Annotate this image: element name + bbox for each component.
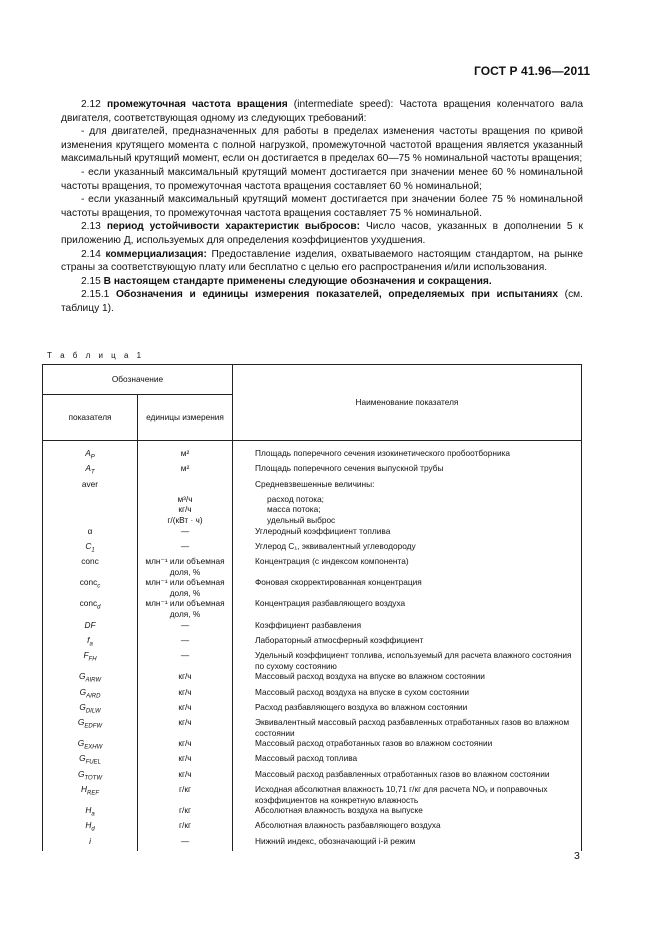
description-cell: Углеродный коэффициент топлива bbox=[233, 526, 582, 541]
symbol-cell: $F_{FH}$ bbox=[43, 650, 138, 671]
unit-cell: г/кг bbox=[138, 784, 233, 805]
table-row bbox=[43, 479, 582, 494]
description-cell: Массовый расход разбавленных отработанных газов во влажном состоянии bbox=[233, 769, 582, 784]
unit-cell: кг/ч bbox=[138, 738, 233, 753]
symbol-cell: $f_a$ bbox=[43, 635, 138, 650]
table-row bbox=[43, 620, 582, 635]
unit-cell: — bbox=[138, 620, 233, 635]
term: коммерциализация: bbox=[105, 248, 207, 260]
table-row bbox=[43, 717, 582, 738]
table-row bbox=[43, 784, 582, 805]
description-cell: Фоновая скорректированная концентрация bbox=[233, 577, 582, 598]
unit-cell: — bbox=[138, 541, 233, 556]
description-cell: Площадь поперечного сечения выпускной трубы bbox=[233, 463, 582, 478]
unit-cell: кг/ч bbox=[138, 504, 233, 515]
table-row bbox=[43, 805, 582, 820]
table-row bbox=[43, 556, 582, 577]
term: В настоящем стандарте применены следующие обозначения и сокращения. bbox=[103, 275, 492, 287]
description-cell: Лабораторный атмосферный коэффициент bbox=[233, 635, 582, 650]
bullet-2: - если указанный максимальный крутящий момент достигается при значении менее 60 % номинальной частоты вращения, то промежуточная частота вращения составляет 60 % номинальной; bbox=[61, 166, 583, 192]
symbol-cell: conc$_d$ bbox=[43, 598, 138, 619]
table-row bbox=[43, 738, 582, 753]
table-row bbox=[43, 635, 582, 650]
symbol-cell: aver bbox=[43, 479, 138, 494]
unit-cell: м³/ч bbox=[138, 494, 233, 505]
unit-cell: г/(кВт · ч) bbox=[138, 515, 233, 526]
description-cell: Массовый расход воздуха на впуске в сухом состоянии bbox=[233, 687, 582, 702]
symbol-cell: conc$_c$ bbox=[43, 577, 138, 598]
symbol-cell: $H_{REF}$ bbox=[43, 784, 138, 805]
description-cell: Средневзвешенные величины: bbox=[233, 479, 582, 494]
symbol-cell: $G_{EXHW}$ bbox=[43, 738, 138, 753]
unit-cell: млн⁻¹ или объемная доля, % bbox=[138, 577, 233, 598]
unit-cell bbox=[138, 479, 233, 494]
term: период устойчивости характеристик выбросов: bbox=[106, 221, 360, 233]
table-row bbox=[43, 463, 582, 478]
unit-cell: кг/ч bbox=[138, 687, 233, 702]
term: промежуточная частота вращения bbox=[106, 99, 288, 110]
unit-cell: кг/ч bbox=[138, 769, 233, 784]
paragraph-2-15-1: 2.15.1 Обозначения и единицы измерения показателей, определяемых при испытаниях (см. таблицу 1). bbox=[61, 289, 583, 314]
description-cell: Эквивалентный массовый расход разбавленных отработанных газов во влажном состоянии bbox=[233, 717, 582, 738]
unit-cell: — bbox=[138, 650, 233, 671]
symbol-cell: i bbox=[43, 836, 138, 851]
paragraph-2-12: 2.12 промежуточная частота вращения (intermediate speed): Частота вращения коленчатого вала двигателя, соответствующая одному из следующих требований: bbox=[61, 99, 583, 124]
header-units: единицы измерения bbox=[138, 395, 233, 441]
description-cell: Исходная абсолютная влажность 10,71 г/кг для расчета NOₓ и поправочных коэффициентов на конкретную влажность bbox=[233, 784, 582, 805]
table-caption: Т а б л и ц а 1 bbox=[47, 351, 145, 360]
unit-cell: м² bbox=[138, 441, 233, 464]
description-cell: Углерод C₁, эквивалентный углеводороду bbox=[233, 541, 582, 556]
table-row bbox=[43, 650, 582, 671]
unit-cell: млн⁻¹ или объемная доля, % bbox=[138, 556, 233, 577]
paragraph-2-13: 2.13 период устойчивости характеристик выбросов: Число часов, указанных в дополнении 5 к приложению Д, используемых для определения коэффициентов ухудшения. bbox=[61, 221, 583, 246]
description-cell: Площадь поперечного сечения изокинетического пробоотборника bbox=[233, 441, 582, 464]
description-cell: масса потока; bbox=[233, 504, 582, 515]
description-cell: Нижний индекс, обозначающий i-й режим bbox=[233, 836, 582, 851]
unit-cell: г/кг bbox=[138, 805, 233, 820]
table-row bbox=[43, 769, 582, 784]
symbol-cell: $G_{DILW}$ bbox=[43, 702, 138, 717]
unit-cell: кг/ч bbox=[138, 702, 233, 717]
table-row bbox=[43, 820, 582, 835]
page-number: 3 bbox=[574, 850, 580, 862]
description-cell: Расход разбавляющего воздуха во влажном состоянии bbox=[233, 702, 582, 717]
table-row bbox=[43, 526, 582, 541]
table-row bbox=[43, 598, 582, 619]
table-row bbox=[43, 753, 582, 768]
unit-cell: г/кг bbox=[138, 820, 233, 835]
table-row bbox=[43, 687, 582, 702]
symbol-cell bbox=[43, 504, 138, 515]
unit-cell: — bbox=[138, 836, 233, 851]
symbol-cell: $G_{AIRW}$ bbox=[43, 671, 138, 686]
symbol-cell: $A_P$ bbox=[43, 441, 138, 464]
table-row bbox=[43, 577, 582, 598]
symbol-cell: $G_{FUEL}$ bbox=[43, 753, 138, 768]
symbol-cell: $G_{AIRD}$ bbox=[43, 687, 138, 702]
header-name: Наименование показателя bbox=[233, 365, 582, 441]
paragraph-2-15: 2.15 В настоящем стандарте применены следующие обозначения и сокращения. bbox=[81, 275, 492, 287]
bullet-3: - если указанный максимальный крутящий момент достигается при значении более 75 % номинальной частоты вращения, то промежуточная частота вращения составляет 75 % номинальной. bbox=[61, 194, 583, 219]
document-code: ГОСТ Р 41.96—2011 bbox=[474, 64, 591, 78]
symbol-cell: $G_{EDFW}$ bbox=[43, 717, 138, 738]
description-cell: расход потока; bbox=[233, 494, 582, 505]
symbol-cell: $A_T$ bbox=[43, 463, 138, 478]
symbols-table bbox=[42, 364, 582, 851]
bullet-1: - для двигателей, предназначенных для работы в пределах изменения частоты вращения по кривой изменения крутящего момента с полной нагрузкой, промежуточной частотой вращения является указанный максимальный крутящий момент, если он достигается в пределах 60—75 % номинальной частоты вращения; bbox=[61, 126, 583, 165]
symbol-cell: α bbox=[43, 526, 138, 541]
unit-cell: м² bbox=[138, 463, 233, 478]
body-text bbox=[61, 98, 583, 316]
unit-cell: — bbox=[138, 635, 233, 650]
description-cell: Массовый расход отработанных газов во влажном состоянии bbox=[233, 738, 582, 753]
header-designation: Обозначение bbox=[43, 365, 233, 395]
unit-cell: кг/ч bbox=[138, 717, 233, 738]
symbol-cell: $H_a$ bbox=[43, 805, 138, 820]
symbol-cell: $G_{TOTW}$ bbox=[43, 769, 138, 784]
unit-cell: млн⁻¹ или объемная доля, % bbox=[138, 598, 233, 619]
description-cell: удельный выброс bbox=[233, 515, 582, 526]
description-cell: Коэффициент разбавления bbox=[233, 620, 582, 635]
table-row bbox=[43, 504, 582, 515]
symbol-cell: $H_d$ bbox=[43, 820, 138, 835]
table-row bbox=[43, 494, 582, 505]
symbol-cell: DF bbox=[43, 620, 138, 635]
table-row bbox=[43, 702, 582, 717]
symbol-cell bbox=[43, 515, 138, 526]
term: Обозначения и единицы измерения показателей, определяемых при испытаниях bbox=[116, 289, 559, 301]
table-row bbox=[43, 836, 582, 851]
table-row bbox=[43, 541, 582, 556]
unit-cell: кг/ч bbox=[138, 671, 233, 686]
description-cell: Массовый расход топлива bbox=[233, 753, 582, 768]
header-indicator: показателя bbox=[43, 395, 138, 441]
description-cell: Массовый расход воздуха на впуске во влажном состоянии bbox=[233, 671, 582, 686]
description-cell: Удельный коэффициент топлива, используемый для расчета влажного состояния по сухому состоянию bbox=[233, 650, 582, 671]
description-cell: Концентрация (с индексом компонента) bbox=[233, 556, 582, 577]
table-row bbox=[43, 515, 582, 526]
description-cell: Концентрация разбавляющего воздуха bbox=[233, 598, 582, 619]
table-body bbox=[43, 441, 582, 851]
table-row bbox=[43, 441, 582, 464]
description-cell: Абсолютная влажность разбавляющего воздуха bbox=[233, 820, 582, 835]
description-cell: Абсолютная влажность воздуха на выпуске bbox=[233, 805, 582, 820]
unit-cell: кг/ч bbox=[138, 753, 233, 768]
symbol-cell: $C_1$ bbox=[43, 541, 138, 556]
symbol-cell bbox=[43, 494, 138, 505]
paragraph-2-14: 2.14 коммерциализация: Предоставление изделия, охватываемого настоящим стандартом, на рынке страны за соответствующую плату или бесплатно с целью его распространения и/или использования. bbox=[61, 248, 583, 274]
table-row bbox=[43, 671, 582, 686]
unit-cell: — bbox=[138, 526, 233, 541]
symbol-cell: conc bbox=[43, 556, 138, 577]
